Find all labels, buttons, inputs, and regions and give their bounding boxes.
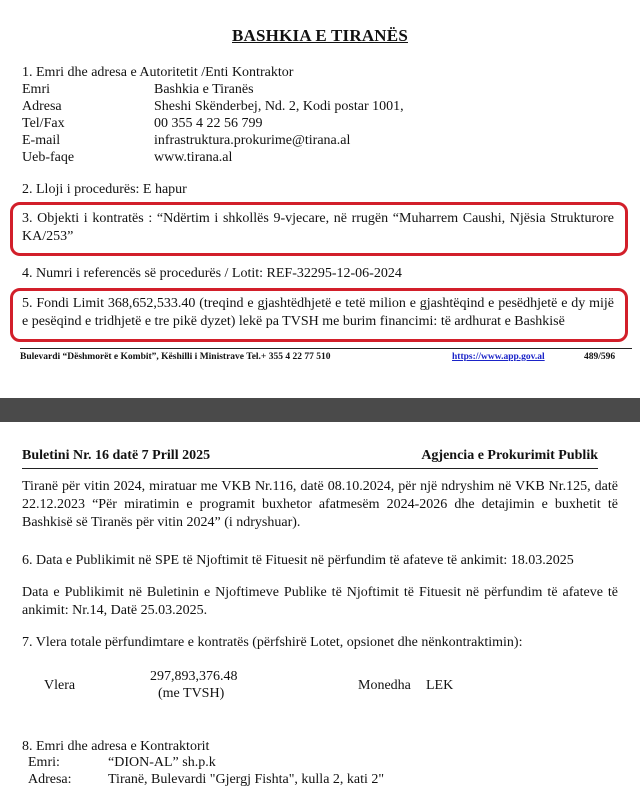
authority-row-address [22, 98, 404, 115]
footer-page-number: 489/596 [584, 352, 616, 362]
currency-label: Monedha [358, 678, 411, 693]
contractor-address-value: Tiranë, Bulevardi "Gjergj Fishta", kulla 2, kati 2" [108, 772, 385, 787]
header-rule [22, 468, 598, 469]
row-label: Tel/Fax [22, 116, 65, 131]
value-amount: 297,893,376.48 [150, 669, 238, 684]
value-label: Vlera [44, 678, 76, 693]
row-value: www.tirana.al [154, 150, 233, 165]
authority-row-email [22, 132, 350, 149]
section-1-heading: 1. Emri dhe adresa e Autoritetit /Enti Kontraktor [22, 65, 294, 80]
section-4-reference-number: 4. Numri i referencës së procedurës / Lotit: REF-32295-12-06-2024 [22, 266, 402, 281]
footer-address: Bulevardi “Dëshmorët e Kombit”, Këshilli i Ministrave Tel.+ 355 4 22 77 510 [20, 352, 331, 362]
bulletin-header [22, 448, 598, 464]
contractor-name-value: “DION-AL” sh.p.k [108, 755, 216, 770]
bulletin-number: Buletini Nr. 16 datë 7 Prill 2025 [22, 448, 211, 463]
continued-paragraph: Tiranë për vitin 2024, miratuar me VKB Nr.116, datë 08.10.2024, për një ndryshim në VKB Nr.125, datë 22.12.2023 “Për miratimin e programit buxhetor afatmesëm 2024-2026 dhe detajimin e buxhetit të Bashkisë së Tiranës për vitin 2024” (i ndryshuar). [22, 479, 618, 530]
section-2-procedure-type: 2. Lloji i procedurës: E hapur [22, 182, 187, 197]
section-6-spe-publication: 6. Data e Publikimit në SPE të Njoftimit të Fituesit në përfundim të afateve të ankimit: 18.03.2025 [22, 553, 574, 568]
contractor-address-label: Adresa: [28, 772, 72, 787]
document-page-2 [0, 422, 640, 787]
row-label: Ueb-faqe [22, 150, 75, 165]
row-value: 00 355 4 22 56 799 [154, 116, 263, 131]
row-label: Emri [22, 82, 50, 97]
authority-row-web [22, 149, 232, 166]
page-title: BASHKIA E TIRANËS [232, 26, 408, 45]
section-5-limit-fund: 5. Fondi Limit 368,652,533.40 (treqind e gjashtëdhjetë e tetë milion e gjashtëqind e pesëdhjetë e dy mijë e pesëqind e tridhjetë e tre pikë dyzet) lekë pa TVSH me burim financimi: të ardhurat e Bashkisë [22, 296, 614, 329]
section-3-contract-object: 3. Objekti i kontratës : “Ndërtim i shkollës 9-vjecare, në rrugën “Muharrem Caushi, Njësia Strukturore KA/253” [22, 211, 614, 244]
row-label: Adresa [22, 99, 62, 114]
footer-website-link[interactable]: https://www.app.gov.al [452, 352, 545, 362]
row-value: Sheshi Skënderbej, Nd. 2, Kodi postar 1001, [154, 99, 404, 114]
section-6-bulletin-publication: Data e Publikimit në Buletinin e Njoftimeve Publike të Njoftimit të Fituesit në përfundim të afateve të ankimit: Nr.14, Datë 25.03.2025. [22, 585, 618, 618]
row-label: E-mail [22, 133, 61, 148]
currency-value: LEK [426, 678, 454, 693]
row-value: Bashkia e Tiranës [154, 82, 254, 97]
value-note: (me TVSH) [158, 686, 225, 701]
section-7-contract-value: 7. Vlera totale përfundimtare e kontratës (përfshirë Lotet, opsionet dhe nënkontraktimin): [22, 635, 523, 650]
section-8-contractor: 8. Emri dhe adresa e Kontraktorit [22, 739, 210, 754]
authority-row-tel [22, 115, 263, 132]
footer-rule [20, 348, 632, 349]
page-separator [0, 398, 640, 422]
contractor-name-label: Emri: [28, 755, 60, 770]
row-value: infrastruktura.prokurime@tirana.al [154, 133, 351, 148]
page-footer [20, 352, 632, 362]
authority-row-name [22, 81, 254, 98]
agency-name: Agjencia e Prokurimit Publik [421, 448, 598, 463]
